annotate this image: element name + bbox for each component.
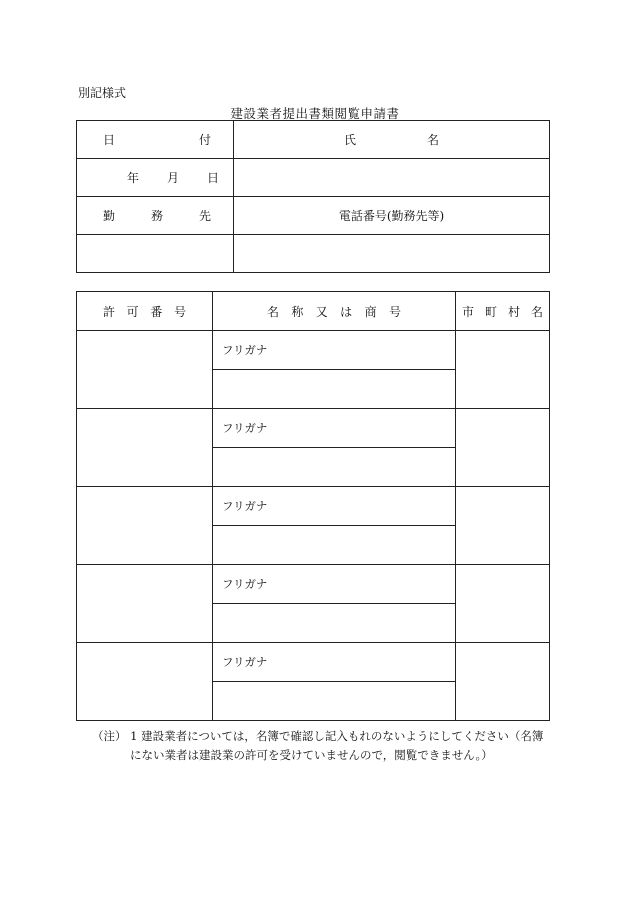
form-title: 建設業者提出書類閲覧申請書 bbox=[230, 106, 400, 121]
company-name-field[interactable] bbox=[213, 448, 456, 487]
municipality-field[interactable] bbox=[456, 565, 550, 643]
permit-number-field[interactable] bbox=[77, 331, 213, 409]
furigana-field[interactable]: フリガナ bbox=[213, 487, 456, 526]
form-label: 別記様式 bbox=[78, 86, 127, 100]
furigana-field[interactable]: フリガナ bbox=[213, 565, 456, 604]
permit-number-field[interactable] bbox=[77, 565, 213, 643]
permit-number-field[interactable] bbox=[77, 643, 213, 721]
company-name-field[interactable] bbox=[213, 526, 456, 565]
permit-number-header: 許 可 番 号 bbox=[77, 292, 213, 331]
name-header: 氏 名 bbox=[234, 121, 550, 159]
workplace-header: 勤 務 先 bbox=[77, 197, 234, 235]
workplace-field[interactable] bbox=[77, 235, 234, 273]
municipality-field[interactable] bbox=[456, 487, 550, 565]
date-header: 日 付 bbox=[77, 121, 234, 159]
name-field[interactable] bbox=[234, 159, 550, 197]
permit-number-field[interactable] bbox=[77, 409, 213, 487]
applicant-table bbox=[76, 120, 550, 273]
name-or-trade-header: 名 称 又 は 商 号 bbox=[213, 292, 456, 331]
furigana-field[interactable]: フリガナ bbox=[213, 331, 456, 370]
furigana-field[interactable]: フリガナ bbox=[213, 409, 456, 448]
phone-field[interactable] bbox=[234, 235, 550, 273]
municipality-header: 市 町 村 名 bbox=[456, 292, 550, 331]
note-line-2: にない業者は建設業の許可を受けていませんので，閲覧できません。） bbox=[130, 748, 493, 762]
permit-number-field[interactable] bbox=[77, 487, 213, 565]
date-field[interactable]: 年 月 日 bbox=[77, 159, 234, 197]
note-line-1: （注） 1 建設業者については，名簿で確認し記入もれのないようにしてください（名簿 bbox=[92, 729, 544, 743]
contractor-list-table bbox=[76, 291, 550, 721]
company-name-field[interactable] bbox=[213, 604, 456, 643]
company-name-field[interactable] bbox=[213, 370, 456, 409]
municipality-field[interactable] bbox=[456, 409, 550, 487]
municipality-field[interactable] bbox=[456, 643, 550, 721]
phone-header: 電話番号(勤務先等) bbox=[234, 197, 550, 235]
municipality-field[interactable] bbox=[456, 331, 550, 409]
furigana-field[interactable]: フリガナ bbox=[213, 643, 456, 682]
company-name-field[interactable] bbox=[213, 682, 456, 721]
